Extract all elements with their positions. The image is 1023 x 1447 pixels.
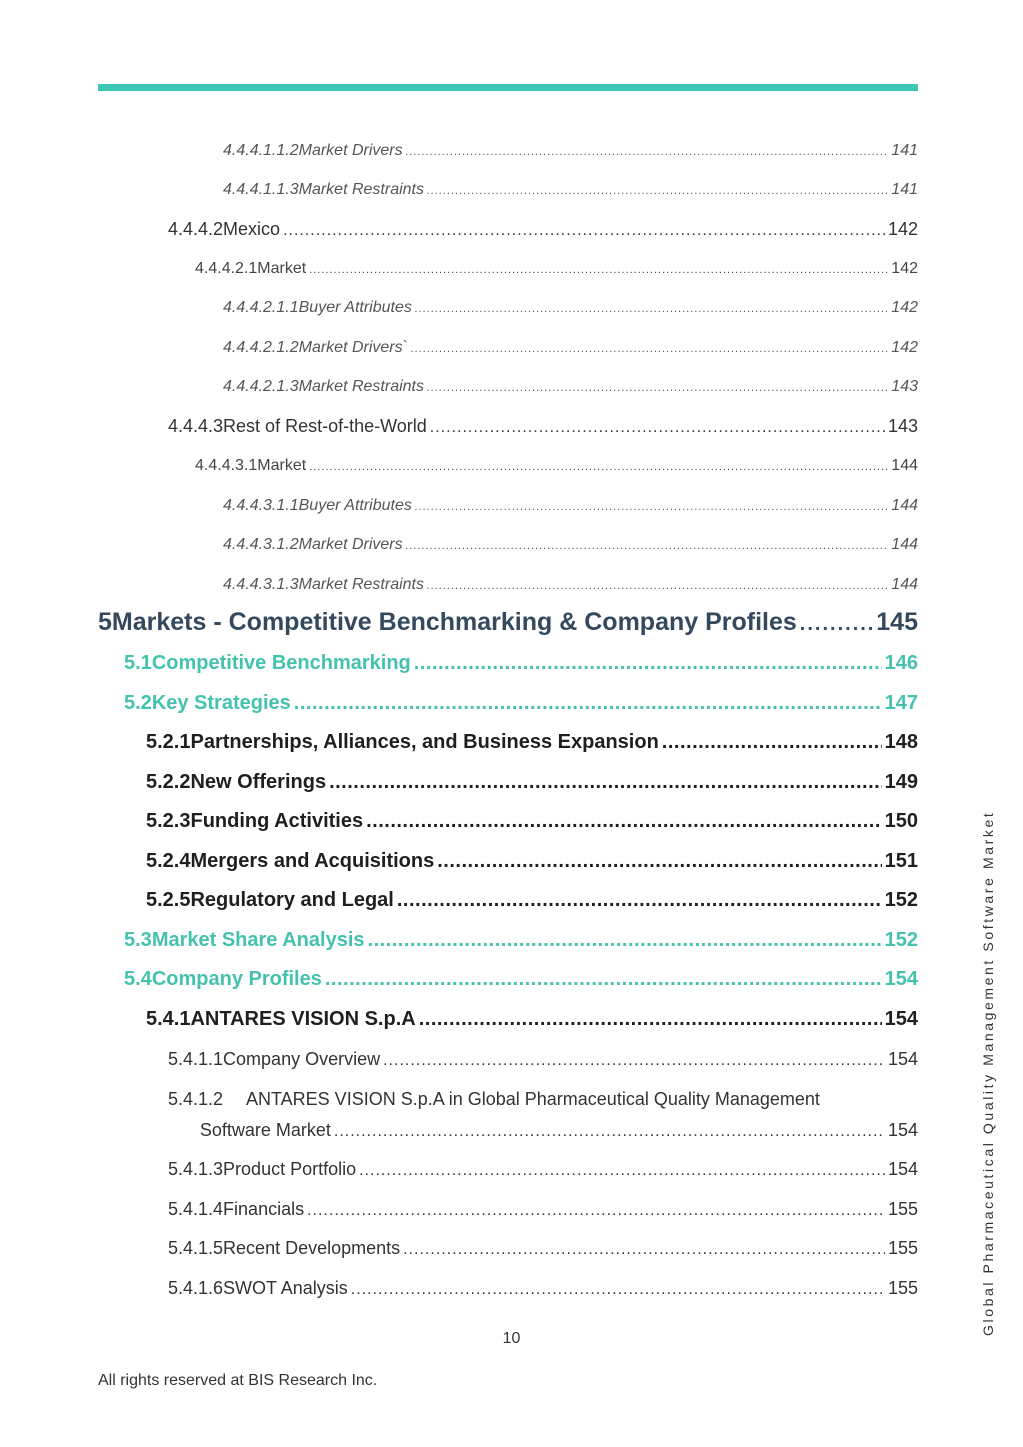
- dot-leader: [325, 968, 882, 991]
- entry-number: 5.4.1.4: [168, 1199, 224, 1219]
- toc-entry[interactable]: [223, 497, 918, 515]
- entry-page: 143: [887, 416, 918, 436]
- entry-title: Rest of Rest-of-the-World: [223, 416, 427, 436]
- entry-number: 5.2.1: [146, 731, 191, 753]
- entry-number: 5.2.2: [146, 771, 191, 793]
- entry-number: 4.4.4.3: [168, 416, 224, 436]
- entry-number: 4.4.4.1.1.2: [223, 142, 299, 159]
- dot-leader: [411, 343, 888, 355]
- dot-leader: [397, 889, 882, 912]
- entry-title: Market Restraints: [298, 378, 424, 395]
- entry-page: 150: [884, 810, 918, 832]
- toc-subsection[interactable]: [146, 1008, 918, 1031]
- entry-title: Mergers and Acquisitions: [190, 850, 435, 872]
- dot-leader: [351, 1281, 885, 1299]
- entry-number: 4.4.4.1.1.3: [223, 181, 299, 198]
- dot-leader: [427, 580, 888, 592]
- toc-entry[interactable]: [168, 1238, 918, 1259]
- dot-leader: [415, 303, 888, 315]
- dot-leader: [309, 461, 888, 473]
- entry-page: 142: [891, 260, 918, 277]
- toc-subsection[interactable]: [146, 810, 918, 833]
- entry-page: 151: [884, 850, 918, 872]
- entry-title: Market Restraints: [298, 181, 424, 198]
- dot-leader: [415, 501, 888, 513]
- entry-title: SWOT Analysis: [223, 1278, 348, 1298]
- dot-leader: [427, 185, 888, 197]
- dot-leader: [800, 613, 873, 636]
- entry-page: 155: [887, 1199, 918, 1219]
- dot-leader: [427, 382, 888, 394]
- entry-number: 4.4.4.3.1.3: [223, 576, 299, 593]
- page-number: 10: [502, 1330, 521, 1347]
- toc-subsection[interactable]: [146, 850, 918, 873]
- entry-number: 5.2.5: [146, 889, 191, 911]
- toc-entry[interactable]: [168, 1199, 918, 1220]
- entry-page: 155: [887, 1238, 918, 1258]
- entry-page: 144: [891, 457, 918, 474]
- entry-title: Recent Developments: [223, 1238, 401, 1258]
- dot-leader: [294, 692, 882, 715]
- entry-number: 5.4.1: [146, 1008, 191, 1030]
- dot-leader: [334, 1123, 885, 1141]
- entry-title: Partnerships, Alliances, and Business Expansion: [190, 731, 659, 753]
- toc-entry[interactable]: [223, 299, 918, 317]
- entry-page: 154: [887, 1120, 918, 1140]
- dot-leader: [662, 731, 882, 754]
- entry-page: 155: [887, 1278, 918, 1298]
- entry-number: 4.4.4.3.1.1: [223, 497, 299, 514]
- entry-title: Market Drivers`: [298, 339, 408, 356]
- toc-entry[interactable]: [223, 181, 918, 199]
- toc-section[interactable]: [124, 652, 918, 675]
- side-running-title: Global Pharmaceutical Quality Management Software Market: [980, 810, 996, 1336]
- entry-page: 154: [884, 968, 918, 990]
- entry-title: Market Drivers: [298, 142, 403, 159]
- toc-entry[interactable]: [168, 416, 918, 437]
- footer-copyright: All rights reserved at BIS Research Inc.: [98, 1372, 378, 1389]
- dot-leader: [309, 264, 888, 276]
- dot-leader: [307, 1202, 885, 1220]
- entry-number: 5.1: [124, 652, 152, 674]
- toc-entry[interactable]: [168, 1278, 918, 1299]
- entry-number: 4.4.4.2.1.2: [223, 339, 299, 356]
- entry-number: 5.3: [124, 929, 152, 951]
- entry-title: Market Restraints: [298, 576, 424, 593]
- entry-number: 4.4.4.2: [168, 219, 224, 239]
- entry-page: 149: [884, 771, 918, 793]
- toc-subsection[interactable]: [146, 771, 918, 794]
- entry-page: 141: [891, 181, 918, 198]
- entry-page: 142: [887, 219, 918, 239]
- dot-leader: [430, 419, 885, 437]
- entry-page: 144: [891, 536, 918, 553]
- entry-title: Key Strategies: [151, 692, 291, 714]
- entry-number: 5.4.1.3: [168, 1159, 224, 1179]
- dot-leader: [366, 810, 882, 833]
- dot-leader: [368, 929, 882, 952]
- entry-number: 5.4.1.5: [168, 1238, 224, 1258]
- entry-page: 144: [891, 497, 918, 514]
- toc-entry-wrapped[interactable]: [168, 1089, 820, 1110]
- toc-section[interactable]: [124, 692, 918, 715]
- entry-number: 4.4.4.2.1: [195, 260, 258, 277]
- entry-number: 4.4.4.3.1: [195, 457, 258, 474]
- toc-entry[interactable]: [223, 576, 918, 594]
- dot-leader: [403, 1241, 885, 1259]
- entry-number: 5.4.1.2: [168, 1089, 224, 1109]
- dot-leader: [414, 652, 882, 675]
- toc-entry[interactable]: [223, 142, 918, 160]
- toc-section[interactable]: [124, 929, 918, 952]
- entry-title: ANTARES VISION S.p.A: [190, 1008, 416, 1030]
- toc-entry[interactable]: [168, 1049, 918, 1070]
- entry-page: 154: [887, 1049, 918, 1069]
- entry-page: 148: [884, 731, 918, 753]
- entry-page: 145: [876, 608, 918, 636]
- entry-number: 5.2: [124, 692, 152, 714]
- entry-page: 142: [891, 299, 918, 316]
- entry-page: 154: [884, 1008, 918, 1030]
- entry-title: Regulatory and Legal: [190, 889, 394, 911]
- entry-page: 147: [884, 692, 918, 714]
- entry-page: 143: [891, 378, 918, 395]
- entry-title: Markets - Competitive Benchmarking & Company Profiles: [111, 608, 797, 636]
- dot-leader: [437, 850, 881, 873]
- entry-title: Funding Activities: [190, 810, 364, 832]
- entry-title: Company Overview: [223, 1049, 381, 1069]
- toc-entry[interactable]: [168, 1159, 918, 1180]
- dot-leader: [383, 1052, 885, 1070]
- toc-entry[interactable]: [195, 457, 918, 475]
- entry-title-continued: Software Market: [199, 1120, 331, 1140]
- entry-title: New Offerings: [190, 771, 327, 793]
- toc-entry[interactable]: [168, 219, 918, 240]
- entry-title: Competitive Benchmarking: [151, 652, 411, 674]
- entry-number: 5.2.4: [146, 850, 191, 872]
- entry-title: Mexico: [223, 219, 281, 239]
- entry-title: Financials: [223, 1199, 305, 1219]
- toc-section[interactable]: [124, 968, 918, 991]
- entry-title: Company Profiles: [151, 968, 322, 990]
- toc-entry[interactable]: [223, 339, 918, 357]
- entry-title: Buyer Attributes: [298, 299, 412, 316]
- toc-entry[interactable]: [195, 260, 918, 278]
- dot-leader: [406, 540, 889, 552]
- dot-leader: [329, 771, 882, 794]
- entry-number: 4.4.4.3.1.2: [223, 536, 299, 553]
- entry-title: Market: [257, 260, 307, 277]
- entry-title: Product Portfolio: [223, 1159, 357, 1179]
- entry-title: Market: [257, 457, 307, 474]
- entry-number: 4.4.4.2.1.3: [223, 378, 299, 395]
- toc-subsection[interactable]: [146, 889, 918, 912]
- entry-number: 5: [98, 608, 112, 636]
- entry-page: 142: [891, 339, 918, 356]
- entry-page: 152: [884, 889, 918, 911]
- toc-chapter[interactable]: [98, 608, 918, 637]
- entry-number: 5.4.1.1: [168, 1049, 224, 1069]
- entry-page: 144: [891, 576, 918, 593]
- entry-title: Market Drivers: [298, 536, 403, 553]
- entry-number: 4.4.4.2.1.1: [223, 299, 299, 316]
- entry-number: 5.4.1.6: [168, 1278, 224, 1298]
- entry-number: 5.4: [124, 968, 152, 990]
- entry-title: Market Share Analysis: [151, 929, 365, 951]
- toc-subsection[interactable]: [146, 731, 918, 754]
- entry-number: 5.2.3: [146, 810, 191, 832]
- dot-leader: [283, 222, 885, 240]
- entry-title: Buyer Attributes: [298, 497, 412, 514]
- dot-leader: [419, 1008, 882, 1031]
- toc-entry[interactable]: [223, 378, 918, 396]
- dot-leader: [406, 146, 889, 158]
- entry-page: 152: [884, 929, 918, 951]
- entry-page: 154: [887, 1159, 918, 1179]
- entry-page: 141: [891, 142, 918, 159]
- entry-page: 146: [884, 652, 918, 674]
- toc-entry-continued[interactable]: [168, 1120, 918, 1141]
- entry-title: ANTARES VISION S.p.A in Global Pharmaceutical Quality Management: [246, 1089, 820, 1109]
- dot-leader: [359, 1162, 885, 1180]
- toc-entry[interactable]: [223, 536, 918, 554]
